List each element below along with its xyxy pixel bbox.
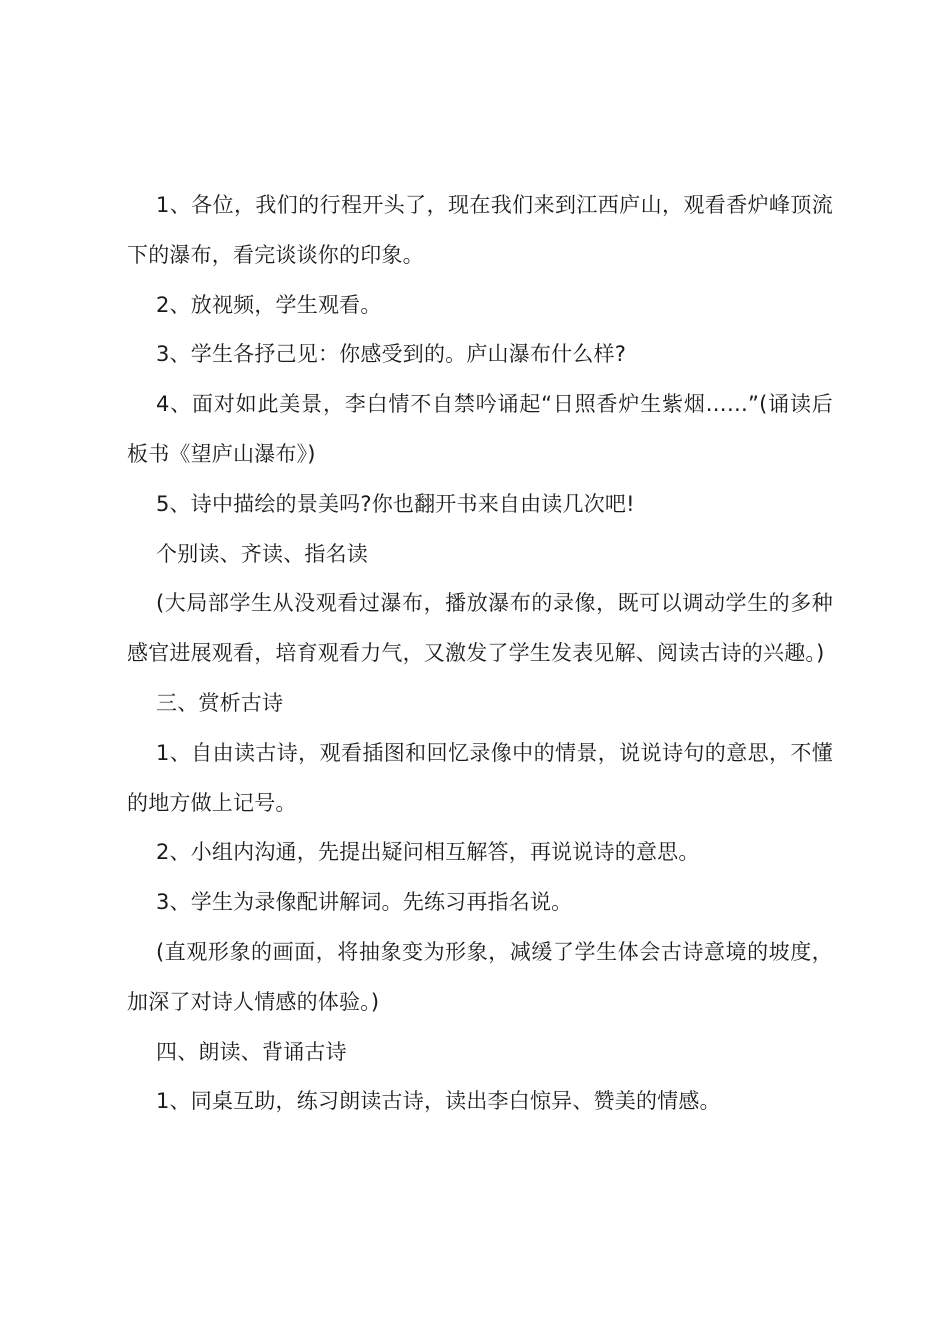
document-body — [127, 181, 833, 1127]
paragraph-intro-step-3: 3、学生各抒己见：你感受到的。庐山瀑布什么样? — [156, 342, 627, 367]
paragraph-intro-step-4: 4、面对如此美景，李白情不自禁吟诵起“日照香炉生紫烟……”(诵读后板书《望庐山瀑布》) — [127, 392, 833, 466]
section-heading-4: 四、朗读、背诵古诗 — [156, 1039, 347, 1064]
paragraph-note-1: (大局部学生从没观看过瀑布，播放瀑布的录像，既可以调动学生的多种感官进展观看，培育观看力气，又激发了学生发表见解、阅读古诗的兴趣。) — [127, 591, 833, 666]
paragraph-intro-step-2: 2、放视频，学生观看。 — [156, 292, 382, 317]
paragraph-intro-step-1: 1、各位，我们的行程开头了，现在我们来到江西庐山，观看香炉峰顶流下的瀑布，看完谈谈你的印象。 — [127, 193, 833, 267]
section-heading-3: 三、赏析古诗 — [156, 690, 284, 715]
paragraph-intro-step-5: 5、诗中描绘的景美吗?你也翻开书来自由读几次吧! — [156, 491, 635, 516]
paragraph-analysis-step-3: 3、学生为录像配讲解词。先练习再指名说。 — [156, 890, 573, 915]
paragraph-analysis-step-2: 2、小组内沟通，先提出疑问相互解答，再说说诗的意思。 — [156, 840, 700, 865]
paragraph-recite-step-1: 1、同桌互助，练习朗读古诗，读出李白惊异、赞美的情感。 — [156, 1089, 721, 1114]
paragraph-reading-modes: 个别读、齐读、指名读 — [156, 541, 368, 566]
paragraph-analysis-step-1: 1、自由读古诗，观看插图和回忆录像中的情景，说说诗句的意思，不懂的地方做上记号。 — [127, 740, 833, 815]
paragraph-note-2: (直观形象的画面，将抽象变为形象，减缓了学生体会古诗意境的坡度，加深了对诗人情感的体验。) — [127, 939, 833, 1014]
